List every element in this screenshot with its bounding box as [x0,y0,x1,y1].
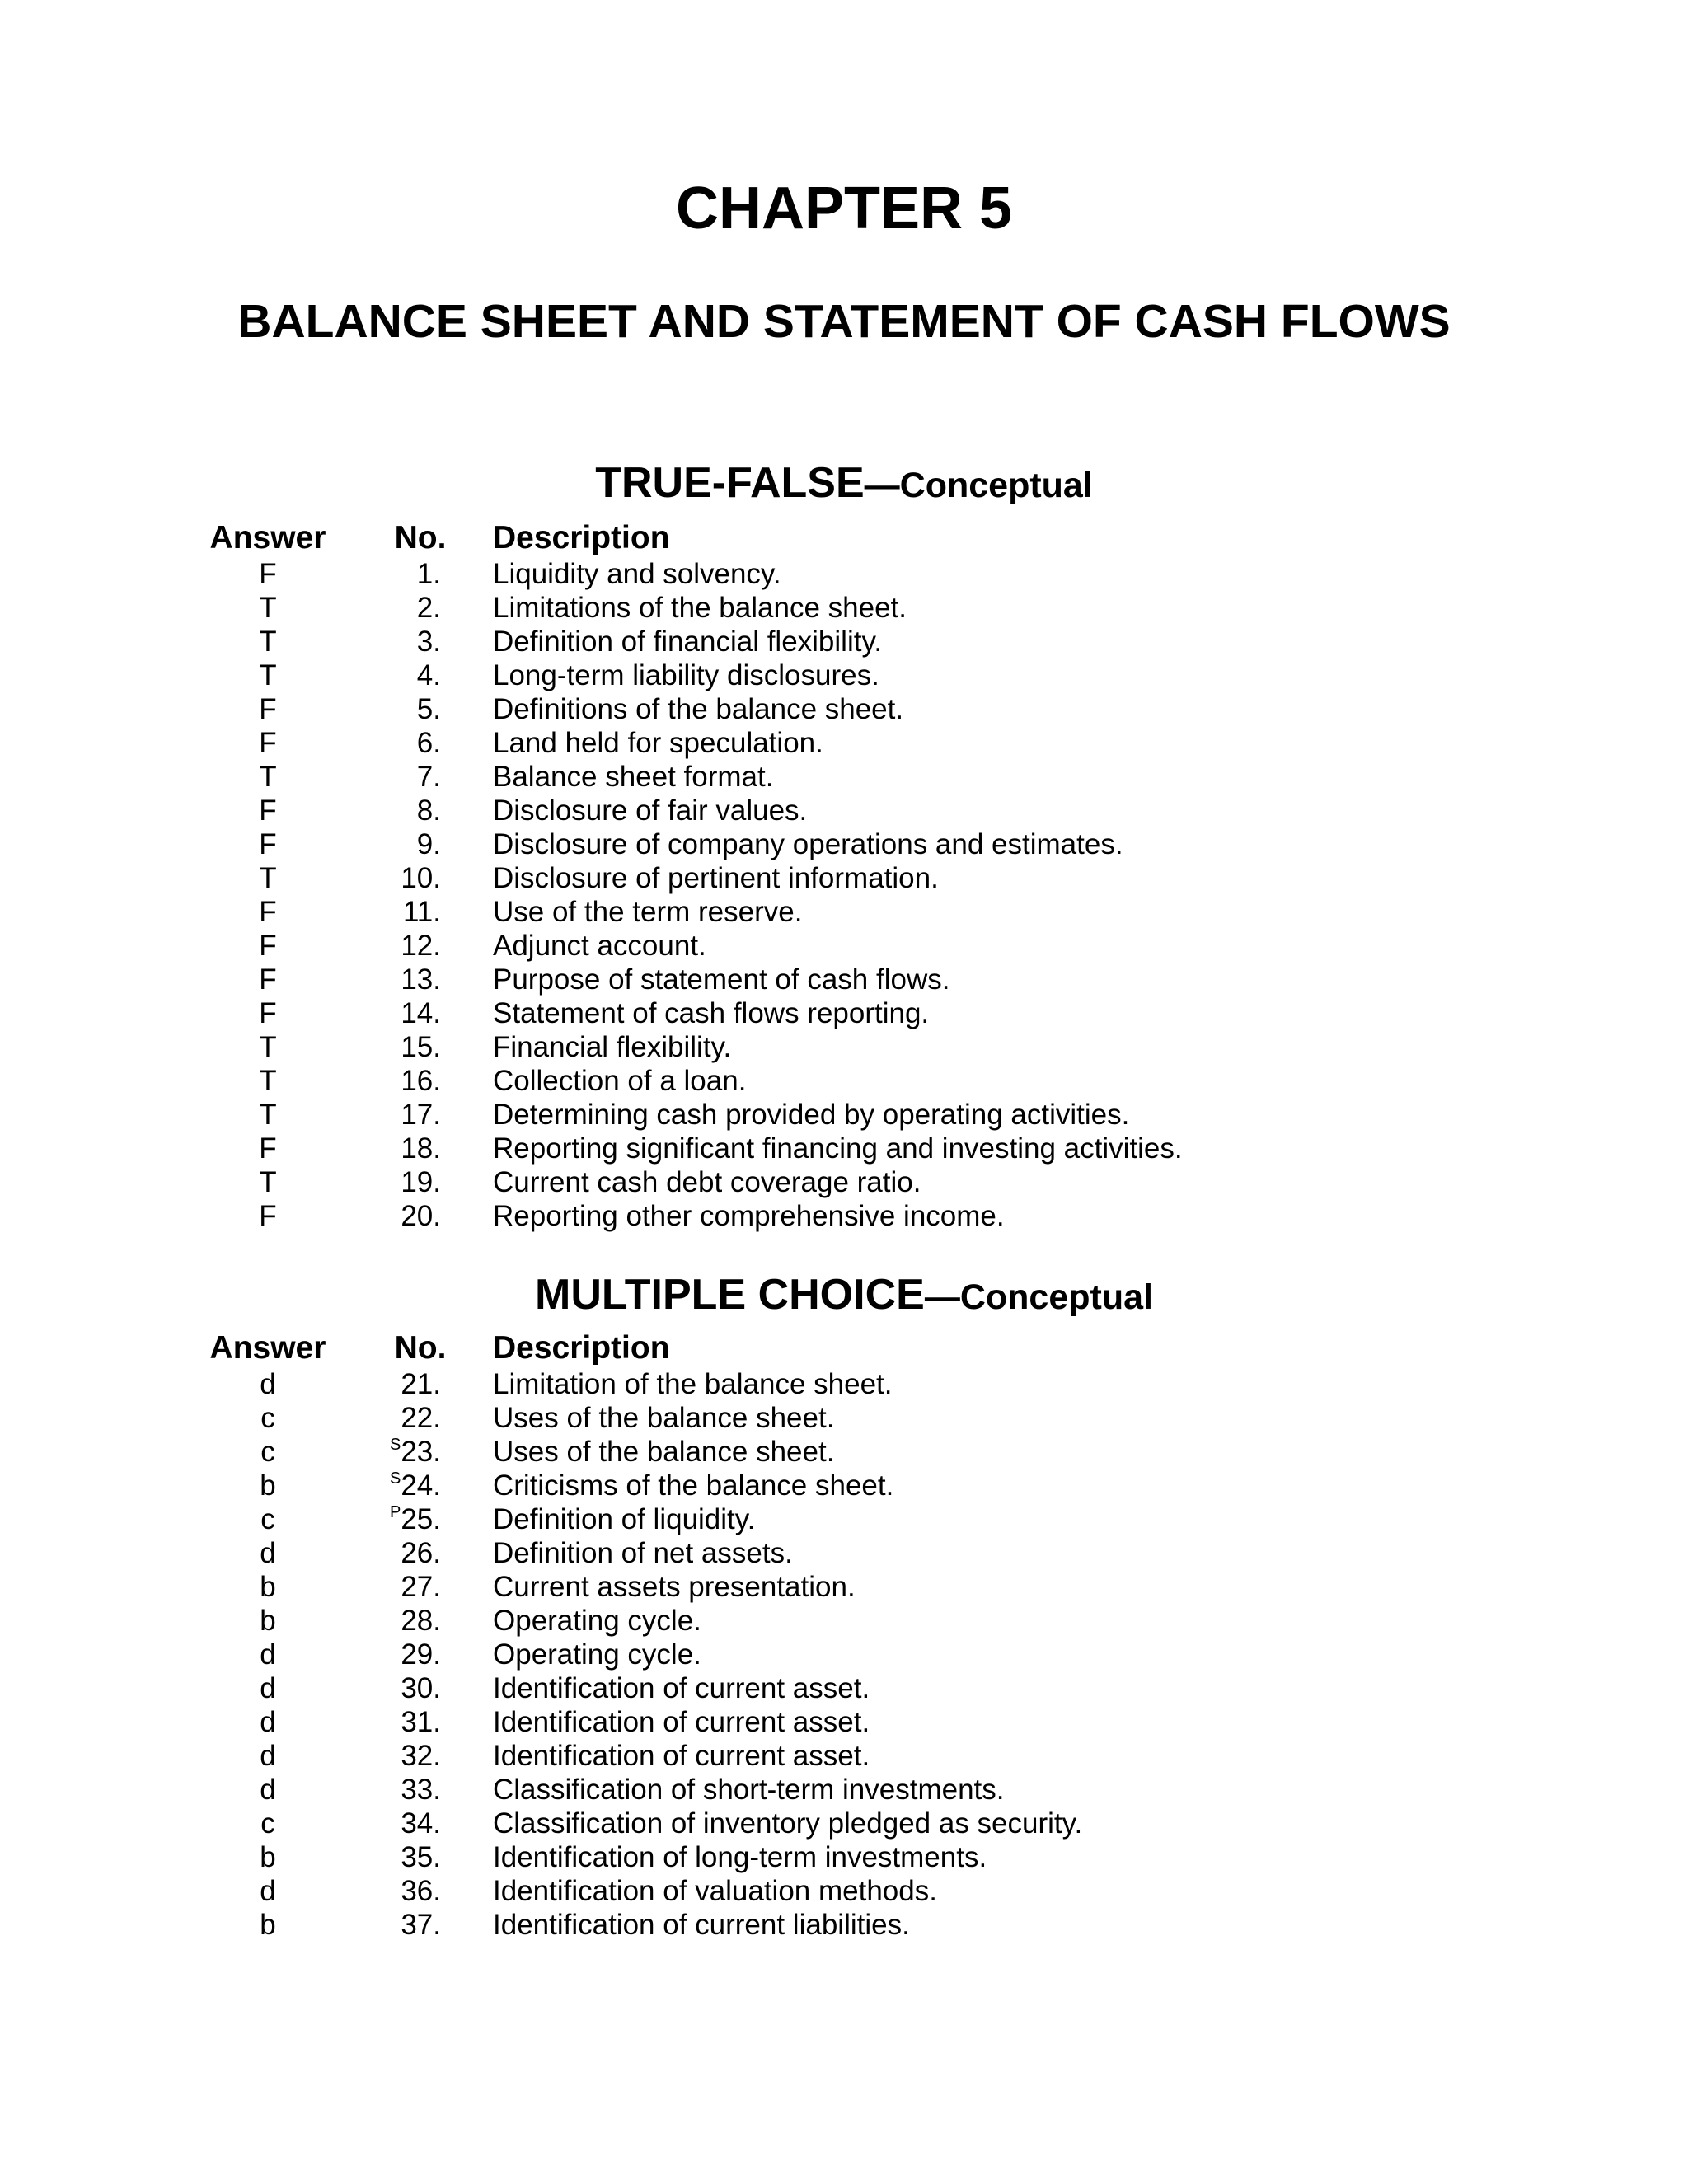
question-description: Balance sheet format. [493,761,774,793]
answer-key: T [259,592,277,624]
question-row [0,557,1688,591]
question-number [346,1739,441,1773]
question-number-value: 10. [401,862,441,894]
question-number [346,1165,441,1199]
question-number [346,1638,441,1671]
section-heading-main: MULTIPLE CHOICE [535,1271,925,1319]
question-number [346,827,441,861]
question-row [0,760,1688,794]
true-false-table [0,519,1688,1233]
question-row [0,1435,1688,1469]
question-number-value: 13. [401,963,441,996]
answer-key: T [259,1031,277,1063]
number-column-header: No. [394,520,447,555]
answer-key: T [259,626,277,658]
answer-key: c [260,1807,275,1840]
question-number-value: 8. [416,794,441,827]
question-number-value: 30. [401,1672,441,1704]
multiple-choice-heading [0,1268,1688,1333]
question-number-value: 12. [401,930,441,962]
question-description: Uses of the balance sheet. [493,1402,835,1434]
answer-key: b [260,1469,276,1502]
question-number [346,1604,441,1638]
answer-column-header: Answer [209,520,326,555]
question-description: Disclosure of company operations and estimates. [493,828,1123,860]
question-number-value: 2. [416,592,441,624]
answer-key: F [259,794,277,827]
chapter-subtitle: BALANCE SHEET AND STATEMENT OF CASH FLOWS [237,295,1451,348]
question-description: Classification of short-term investments. [493,1774,1005,1806]
question-row [0,1570,1688,1604]
question-number-value: 15. [401,1031,441,1063]
question-number-value: 17. [401,1099,441,1131]
question-description: Identification of current asset. [493,1672,870,1704]
question-row [0,929,1688,963]
question-number-value: 7. [416,761,441,793]
question-source-marker: P [390,1503,401,1521]
question-description: Criticisms of the balance sheet. [493,1469,894,1502]
question-number-value: 36. [401,1875,441,1907]
question-source-marker: S [390,1436,401,1454]
chapter-title: CHAPTER 5 [675,176,1013,241]
question-number-value: 16. [401,1065,441,1097]
question-number [346,692,441,726]
question-description: Purpose of statement of cash flows. [493,963,950,996]
table-header [0,519,1688,557]
question-number [346,760,441,794]
answer-key: T [259,1166,277,1198]
question-number-value: 25. [401,1503,441,1535]
question-number-value: 29. [401,1638,441,1671]
question-number-value: 14. [401,997,441,1029]
question-row [0,1840,1688,1874]
question-description: Land held for speculation. [493,727,823,759]
description-column-header: Description [493,1330,670,1366]
question-row [0,794,1688,827]
question-description: Limitation of the balance sheet. [493,1368,893,1400]
question-number [346,963,441,996]
question-row [0,591,1688,625]
question-description: Identification of current asset. [493,1740,870,1772]
question-number [346,1367,441,1401]
question-row [0,1502,1688,1536]
question-row [0,895,1688,929]
question-row [0,1367,1688,1401]
question-description: Operating cycle. [493,1638,701,1671]
question-number-value: 18. [401,1132,441,1165]
question-row [0,1165,1688,1199]
section-heading-sub: —Conceptual [924,1277,1153,1317]
question-row [0,1874,1688,1908]
question-number-value: 37. [401,1909,441,1941]
question-description: Adjunct account. [493,930,706,962]
question-row [0,1536,1688,1570]
answer-key: T [259,659,277,691]
question-description: Definition of liquidity. [493,1503,756,1535]
question-number [346,1874,441,1908]
question-number-value: 9. [416,828,441,860]
question-description: Classification of inventory pledged as security. [493,1807,1083,1840]
answer-key: T [259,1065,277,1097]
question-number-value: 26. [401,1537,441,1569]
question-row [0,963,1688,996]
question-number-value: 33. [401,1774,441,1806]
question-row [0,692,1688,726]
answer-key: F [259,828,277,860]
question-number-value: 6. [416,727,441,759]
question-description: Identification of current liabilities. [493,1909,910,1941]
question-row [0,827,1688,861]
question-number-value: 5. [416,693,441,725]
question-number [346,794,441,827]
question-description: Current assets presentation. [493,1571,856,1603]
question-number [346,929,441,963]
question-description: Use of the term reserve. [493,896,803,928]
answer-key: c [260,1503,275,1535]
table-header [0,1329,1688,1367]
answer-key: d [260,1672,276,1704]
question-number-value: 3. [416,626,441,658]
question-number [346,557,441,591]
answer-key: d [260,1875,276,1907]
multiple-choice-table [0,1329,1688,1942]
answer-key: d [260,1638,276,1671]
question-number [346,625,441,658]
question-number [346,1807,441,1840]
question-row [0,658,1688,692]
section-heading-sub: —Conceptual [864,466,1093,505]
question-number [346,1132,441,1165]
answer-key: F [259,693,277,725]
question-number-value: 35. [401,1841,441,1873]
question-number-value: 27. [401,1571,441,1603]
answer-key: d [260,1740,276,1772]
question-number [346,1773,441,1807]
question-row [0,1705,1688,1739]
answer-key: T [259,1099,277,1131]
question-number-value: 21. [401,1368,441,1400]
question-description: Reporting other comprehensive income. [493,1200,1005,1232]
question-number-value: 22. [401,1402,441,1434]
question-row [0,1773,1688,1807]
question-description: Uses of the balance sheet. [493,1436,835,1468]
question-number [346,1908,441,1942]
question-number [346,1098,441,1132]
answer-key: b [260,1841,276,1873]
question-row [0,1030,1688,1064]
question-description: Identification of long-term investments. [493,1841,987,1873]
answer-key: F [259,1132,277,1165]
question-number [346,1536,441,1570]
answer-key: F [259,930,277,962]
question-row [0,625,1688,658]
question-description: Definition of net assets. [493,1537,793,1569]
answer-column-header: Answer [209,1330,326,1366]
question-row [0,1401,1688,1435]
answer-key: F [259,963,277,996]
section-heading-main: TRUE-FALSE [595,459,865,507]
question-number [346,1570,441,1604]
question-number [346,1705,441,1739]
question-row [0,1807,1688,1840]
question-number-value: 19. [401,1166,441,1198]
question-number-value: 20. [401,1200,441,1232]
question-description: Liquidity and solvency. [493,558,781,590]
question-number [346,726,441,760]
question-number [346,1435,441,1469]
answer-key: F [259,558,277,590]
question-number [346,1469,441,1502]
question-row [0,1739,1688,1773]
question-number-value: 28. [401,1605,441,1637]
question-row [0,1199,1688,1233]
question-row [0,726,1688,760]
question-description: Identification of valuation methods. [493,1875,937,1907]
question-row [0,861,1688,895]
true-false-heading [0,456,1688,521]
question-number [346,1502,441,1536]
question-source-marker: S [390,1469,401,1488]
question-row [0,996,1688,1030]
question-number [346,861,441,895]
question-row [0,1671,1688,1705]
question-description: Collection of a loan. [493,1065,747,1097]
question-number-value: 24. [401,1469,441,1502]
question-description: Disclosure of pertinent information. [493,862,939,894]
answer-key: F [259,727,277,759]
question-number-value: 11. [402,896,441,928]
question-row [0,1638,1688,1671]
question-number [346,996,441,1030]
number-column-header: No. [394,1330,447,1366]
question-number-value: 4. [416,659,441,691]
question-number [346,591,441,625]
question-row [0,1469,1688,1502]
answer-key: T [259,761,277,793]
answer-key: F [259,896,277,928]
description-column-header: Description [493,520,670,555]
question-row [0,1132,1688,1165]
question-description: Determining cash provided by operating activities. [493,1099,1130,1131]
question-description: Reporting significant financing and investing activities. [493,1132,1183,1165]
question-number [346,1840,441,1874]
question-number [346,658,441,692]
question-row [0,1098,1688,1132]
question-number [346,1401,441,1435]
question-number-value: 31. [401,1706,441,1738]
question-number-value: 1. [416,558,441,590]
question-number [346,895,441,929]
question-number [346,1199,441,1233]
question-number-value: 32. [401,1740,441,1772]
answer-key: d [260,1537,276,1569]
answer-key: d [260,1774,276,1806]
question-description: Operating cycle. [493,1605,701,1637]
question-number-value: 23. [401,1436,441,1468]
answer-key: d [260,1706,276,1738]
answer-key: b [260,1605,276,1637]
question-description: Disclosure of fair values. [493,794,808,827]
question-description: Identification of current asset. [493,1706,870,1738]
answer-key: c [260,1402,275,1434]
question-description: Current cash debt coverage ratio. [493,1166,921,1198]
question-row [0,1908,1688,1942]
answer-key: F [259,1200,277,1232]
question-row [0,1064,1688,1098]
question-description: Limitations of the balance sheet. [493,592,907,624]
question-description: Statement of cash flows reporting. [493,997,930,1029]
answer-key: b [260,1571,276,1603]
answer-key: F [259,997,277,1029]
question-row [0,1604,1688,1638]
question-number [346,1671,441,1705]
answer-key: d [260,1368,276,1400]
question-number [346,1064,441,1098]
answer-key: b [260,1909,276,1941]
question-description: Definitions of the balance sheet. [493,693,904,725]
answer-key: c [260,1436,275,1468]
question-description: Long-term liability disclosures. [493,659,879,691]
question-description: Definition of financial flexibility. [493,626,883,658]
question-number [346,1030,441,1064]
question-description: Financial flexibility. [493,1031,732,1063]
question-number-value: 34. [401,1807,441,1840]
answer-key: T [259,862,277,894]
